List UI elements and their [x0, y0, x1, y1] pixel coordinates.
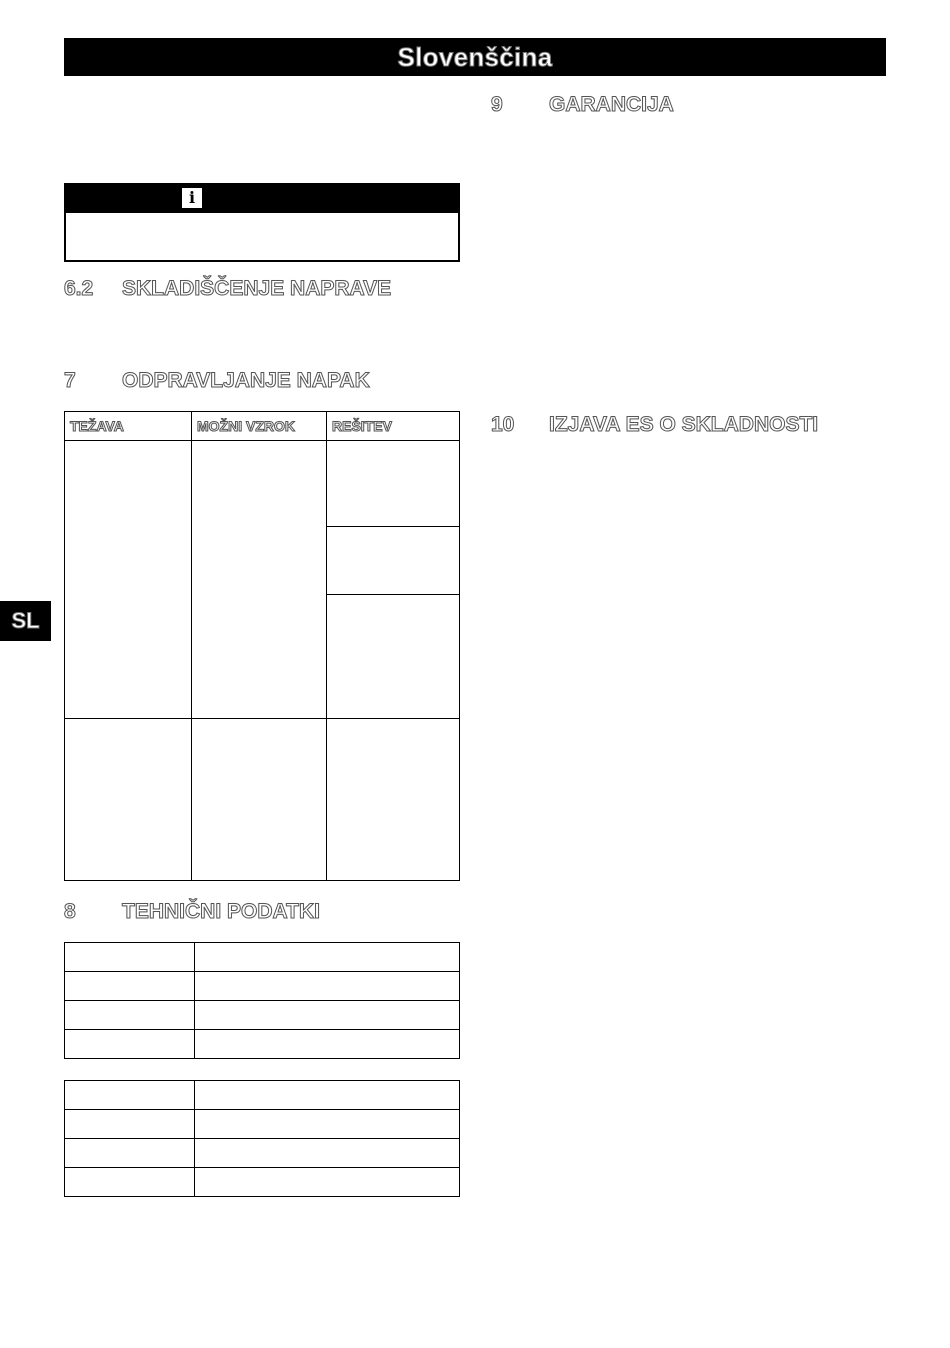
- section-title: TEHNIČNI PODATKI: [122, 900, 320, 923]
- notice-header: [66, 185, 458, 213]
- info-icon: i: [182, 188, 202, 208]
- table-cell: [195, 1139, 460, 1168]
- table-cell: [195, 1030, 460, 1059]
- table-cell: [65, 1081, 195, 1110]
- side-tab-label: SL: [11, 608, 40, 633]
- section-heading-warranty: [491, 93, 674, 117]
- language-side-tab: [0, 601, 51, 641]
- language-title: Slovenščina: [397, 41, 553, 72]
- section-title: IZJAVA ES O SKLADNOSTI: [549, 413, 819, 436]
- table-cell: [65, 972, 195, 1001]
- technical-data-table-2: [64, 1080, 460, 1197]
- section-number: 9: [491, 93, 503, 116]
- table-cell: [195, 972, 460, 1001]
- table-cell: [192, 441, 327, 719]
- technical-data-table: [64, 942, 460, 1059]
- table-cell: [65, 1139, 195, 1168]
- section-title: GARANCIJA: [549, 93, 674, 116]
- table-header-row: [65, 412, 460, 441]
- section-heading-declaration: [491, 413, 818, 437]
- table-cell: [65, 441, 192, 719]
- table-cell: [65, 1030, 195, 1059]
- section-number: 6.2: [64, 277, 94, 300]
- table-row: [65, 441, 460, 527]
- table-row: [65, 943, 460, 972]
- troubleshooting-table: [64, 411, 460, 881]
- table-cell: [195, 1081, 460, 1110]
- section-number: 8: [64, 900, 76, 923]
- table-cell: [195, 943, 460, 972]
- table-row: [65, 719, 460, 881]
- section-title: ODPRAVLJANJE NAPAK: [122, 369, 370, 392]
- table-cell: [327, 719, 460, 881]
- table-cell: [65, 1110, 195, 1139]
- table-row: [65, 1110, 460, 1139]
- column-header-cause: MOŽNI VZROK: [192, 412, 327, 441]
- table-cell: [195, 1110, 460, 1139]
- table-cell: [192, 719, 327, 881]
- info-notice-box: [64, 183, 460, 262]
- table-row: [65, 1081, 460, 1110]
- table-row: [65, 1001, 460, 1030]
- section-heading-technical: [64, 900, 320, 924]
- table-row: [65, 1030, 460, 1059]
- table-cell: [327, 441, 460, 527]
- column-header-problem: TEŽAVA: [65, 412, 192, 441]
- table-cell: [195, 1168, 460, 1197]
- table-cell: [195, 1001, 460, 1030]
- table-cell: [65, 943, 195, 972]
- table-row: [65, 1139, 460, 1168]
- table-cell: [65, 1001, 195, 1030]
- table-cell: [327, 595, 460, 719]
- language-header: [64, 38, 886, 76]
- table-row: [65, 972, 460, 1001]
- section-heading-troubleshooting: [64, 369, 370, 393]
- section-number: 10: [491, 413, 515, 436]
- section-number: 7: [64, 369, 76, 392]
- table-cell: [65, 1168, 195, 1197]
- section-heading-storage: [64, 277, 391, 301]
- column-header-solution: REŠITEV: [327, 412, 460, 441]
- section-title: SKLADIŠČENJE NAPRAVE: [122, 277, 392, 300]
- table-row: [65, 1168, 460, 1197]
- table-cell: [65, 719, 192, 881]
- table-cell: [327, 527, 460, 595]
